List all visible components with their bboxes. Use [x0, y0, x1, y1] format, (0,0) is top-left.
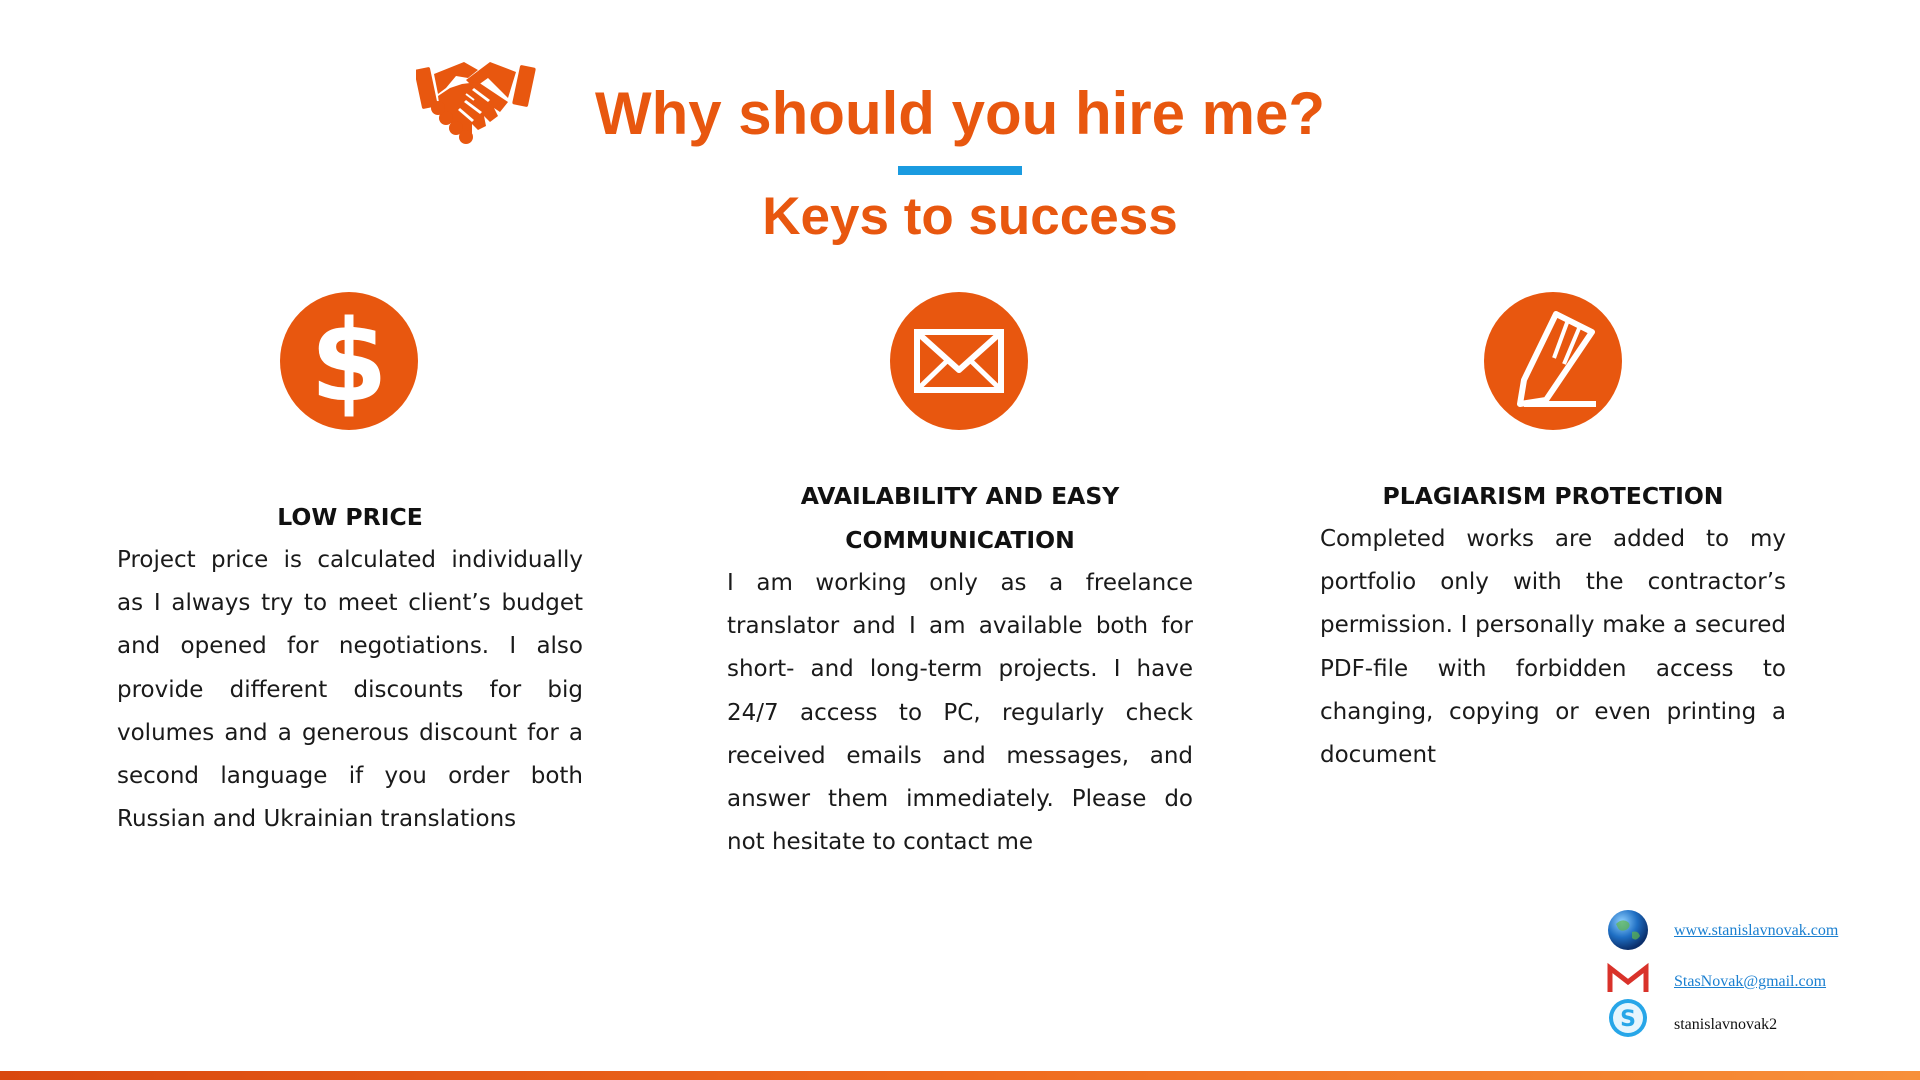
website-link[interactable]: www.stanislavnovak.com	[1674, 922, 1839, 939]
page-subtitle: Keys to success	[762, 187, 1178, 246]
email-link[interactable]: StasNovak@gmail.com	[1674, 973, 1827, 990]
feature-availability	[727, 474, 1193, 864]
skype-icon	[1606, 996, 1650, 1040]
svg-text:S: S	[1620, 1007, 1636, 1032]
skype-id: stanislavnovak2	[1674, 1016, 1778, 1033]
page-title: Why should you hire me?	[594, 80, 1326, 147]
feature-title: LOW PRICE	[277, 503, 423, 531]
feature-plagiarism	[1320, 474, 1786, 777]
feature-title: AVAILABILITY AND EASY COMMUNICATION	[800, 482, 1120, 554]
gmail-icon	[1606, 962, 1650, 996]
bottom-accent-bar	[0, 1071, 1920, 1080]
svg-text:$: $	[310, 297, 388, 427]
feature-low-price	[117, 495, 583, 841]
pencil-icon	[1484, 292, 1622, 430]
envelope-icon	[890, 292, 1028, 430]
dollar-icon	[280, 292, 418, 430]
handshake-icon	[416, 54, 536, 150]
feature-body: Project price is calculated individually as I always try to meet client’s budget and opened for negotiations. I also provide different discounts for big volumes and a generous discount for a second language if you order both Russian and Ukrainian translations	[117, 547, 583, 833]
title-divider	[898, 166, 1022, 175]
feature-title: PLAGIARISM PROTECTION	[1382, 482, 1724, 510]
feature-body: I am working only as a freelance translator and I am available both for short- and long-term projects. I have 24/7 access to PC, regularly check received emails and messages, and answer them immediately. Please do not hesitate to contact me	[727, 570, 1193, 856]
globe-icon	[1606, 908, 1650, 952]
feature-body: Completed works are added to my portfolio only with the contractor’s permission. I personally make a secured PDF-file with forbidden access to changing, copying or even printing a document	[1320, 526, 1786, 769]
